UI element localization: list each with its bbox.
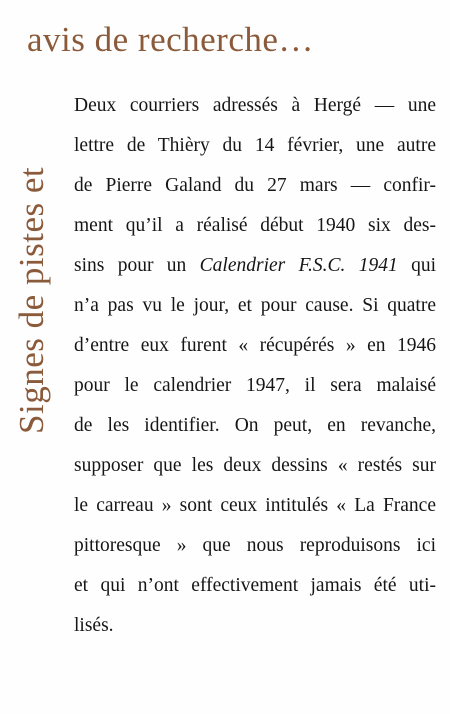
body-line-italic-title: Calendrier F.S.C. 1941 — [199, 255, 398, 276]
body-line — [74, 206, 436, 246]
body-line — [74, 86, 436, 126]
body-line — [74, 286, 436, 326]
body-line — [74, 326, 436, 366]
body-line — [74, 606, 436, 646]
body-line — [74, 246, 436, 286]
body-line — [74, 446, 436, 486]
body-line-text: qui — [397, 255, 437, 276]
body-line — [74, 566, 436, 606]
body-line-text: Deux courriers adressés à Hergé — une — [74, 95, 436, 116]
body-paragraph — [74, 86, 436, 646]
body-line-text: pour le calendrier 1947, il sera malaisé — [74, 375, 436, 396]
body-line-text: lisés. — [74, 615, 114, 636]
body-line — [74, 406, 436, 446]
body-line-text: sins pour un — [74, 255, 200, 276]
body-line — [74, 366, 436, 406]
body-line — [74, 166, 436, 206]
body-line-text: de Pierre Galand du 27 mars — confir- — [74, 175, 436, 196]
body-line-text: d’entre eux furent « récupérés » en 1946 — [74, 335, 436, 356]
body-line — [74, 486, 436, 526]
body-line-text: et qui n’ont effectivement jamais été uti- — [74, 575, 436, 596]
body-line-text: supposer que les deux dessins « restés sur — [74, 455, 436, 476]
body-line-text: le carreau » sont ceux intitulés « La France — [74, 495, 436, 516]
body-line — [74, 526, 436, 566]
body-line-text: de les identifier. On peut, en revanche, — [74, 415, 436, 436]
body-line-text: n’a pas vu le jour, et pour cause. Si quatre — [74, 295, 436, 316]
body-line-text: pittoresque » que nous reproduisons ici — [74, 535, 436, 556]
heading-vertical-line: Signes de pistes et — [12, 166, 51, 434]
heading-top-line: avis de recherche… — [27, 20, 314, 59]
body-line-text: ment qu’il a réalisé début 1940 six des- — [74, 215, 436, 236]
body-line-text: lettre de Thièry du 14 février, une autre — [74, 135, 436, 156]
body-line — [74, 126, 436, 166]
